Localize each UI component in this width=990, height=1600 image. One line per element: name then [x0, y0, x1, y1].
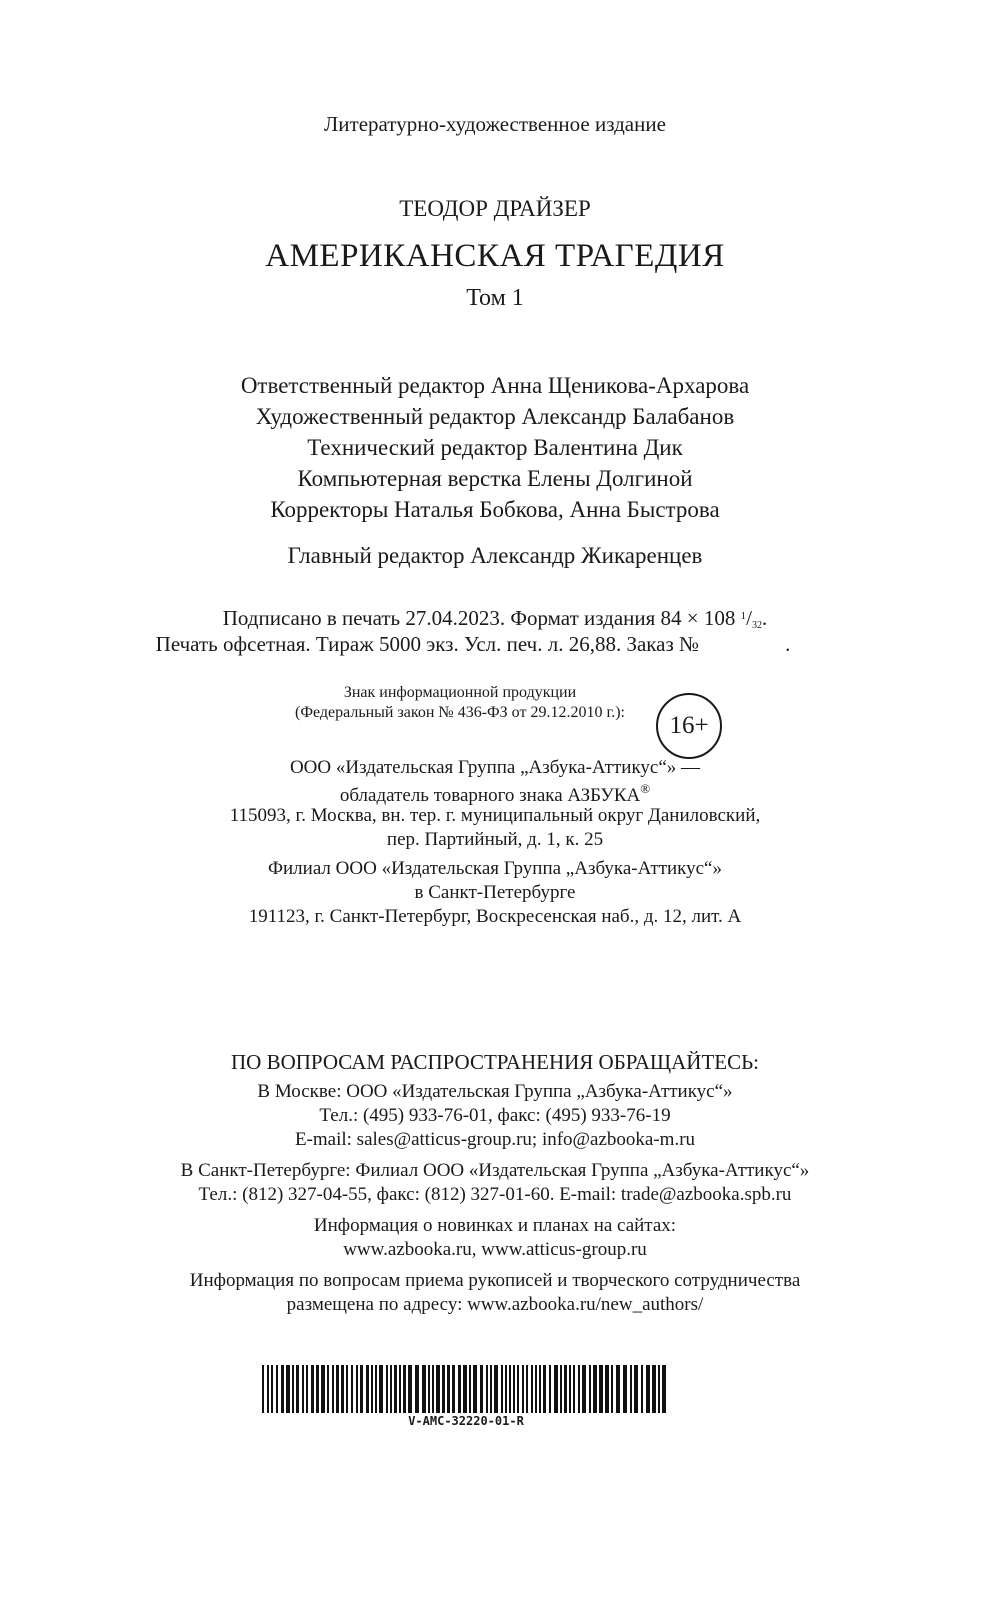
barcode-icon [262, 1365, 670, 1413]
print-info-line2 [0, 632, 968, 657]
publisher-line2 [0, 781, 990, 807]
info-sign-text [210, 684, 710, 722]
credit-line: Ответственный редактор Анна Щеникова-Архарова [240, 373, 750, 398]
book-title: АМЕРИКАНСКАЯ ТРАГЕДИЯ [265, 238, 725, 274]
edition-type: Литературно-художественное издание [324, 112, 666, 136]
chief-editor: Главный редактор Александр Жикаренцев [287, 543, 703, 568]
registered-mark: ® [640, 781, 651, 796]
author-name: ТЕОДОР ДРАЙЗЕР [399, 196, 591, 221]
volume-label: Том 1 [466, 285, 524, 311]
publisher-address-1: 115093, г. Москва, вн. тер. г. муниципальный округ Даниловский, [229, 805, 761, 826]
publisher-line1: ООО «Издательская Группа „Азбука-Аттикус“» — [289, 757, 701, 778]
print-info-text-2: Печать офсетная. Тираж 5000 экз. Усл. печ. л. 26,88. Заказ № [155, 632, 700, 656]
sites-line: Информация о новинках и планах на сайтах: [313, 1215, 677, 1236]
print-info-line1 [0, 606, 990, 631]
credit-line: Корректоры Наталья Бобкова, Анна Быстрова [270, 497, 720, 522]
credit-line: Технический редактор Валентина Дик [307, 435, 683, 460]
sites-line: www.azbooka.ru, www.atticus-group.ru [343, 1239, 647, 1260]
print-info-end: . [785, 632, 791, 656]
branch-address: 191123, г. Санкт-Петербург, Воскресенская наб., д. 12, лит. А [248, 906, 742, 927]
distribution-moscow-line: E-mail: sales@atticus-group.ru; info@azbooka-m.ru [294, 1129, 696, 1150]
distribution-spb-line: Тел.: (812) 327-04-55, факс: (812) 327-01-60. E-mail: trade@azbooka.spb.ru [198, 1184, 792, 1205]
barcode-code: V-AMC-32220-01-R [408, 1414, 524, 1428]
info-sign-line1: Знак информационной продукции [343, 684, 577, 701]
distribution-moscow-line: В Москве: ООО «Издательская Группа „Азбука-Аттикус“» [257, 1081, 733, 1102]
credit-line: Компьютерная верстка Елены Долгиной [297, 466, 693, 491]
format-fraction: $^1/_{32}$ [740, 606, 762, 631]
print-info-suffix: . [762, 606, 768, 630]
format-numerator: 1 [740, 610, 747, 622]
publisher-address-2: пер. Партийный, д. 1, к. 25 [386, 829, 604, 850]
distribution-spb-line: В Санкт-Петербурге: Филиал ООО «Издательская Группа „Азбука-Аттикус“» [180, 1160, 810, 1181]
manuscripts-line: Информация по вопросам приема рукописей и творческого сотрудничества [189, 1270, 801, 1291]
branch-line1: Филиал ООО «Издательская Группа „Азбука-Аттикус“» [268, 858, 722, 879]
format-denominator: 32 [752, 620, 762, 631]
publisher-trademark-text: обладатель товарного знака АЗБУКА [339, 785, 641, 806]
age-rating-badge: 16+ [656, 693, 722, 759]
credit-line: Художественный редактор Александр Балабанов [255, 404, 735, 429]
branch-line2: в Санкт-Петербурге [414, 882, 576, 903]
distribution-heading: ПО ВОПРОСАМ РАСПРОСТРАНЕНИЯ ОБРАЩАЙТЕСЬ: [231, 1050, 759, 1074]
manuscripts-line: размещена по адресу: www.azbooka.ru/new_authors/ [286, 1294, 704, 1315]
print-info-text: Подписано в печать 27.04.2023. Формат издания 84 × 108 [222, 606, 736, 630]
info-sign-line2: (Федеральный закон № 436-ФЗ от 29.12.2010 г.): [294, 704, 625, 721]
distribution-moscow-line: Тел.: (495) 933-76-01, факс: (495) 933-76-19 [319, 1105, 671, 1126]
